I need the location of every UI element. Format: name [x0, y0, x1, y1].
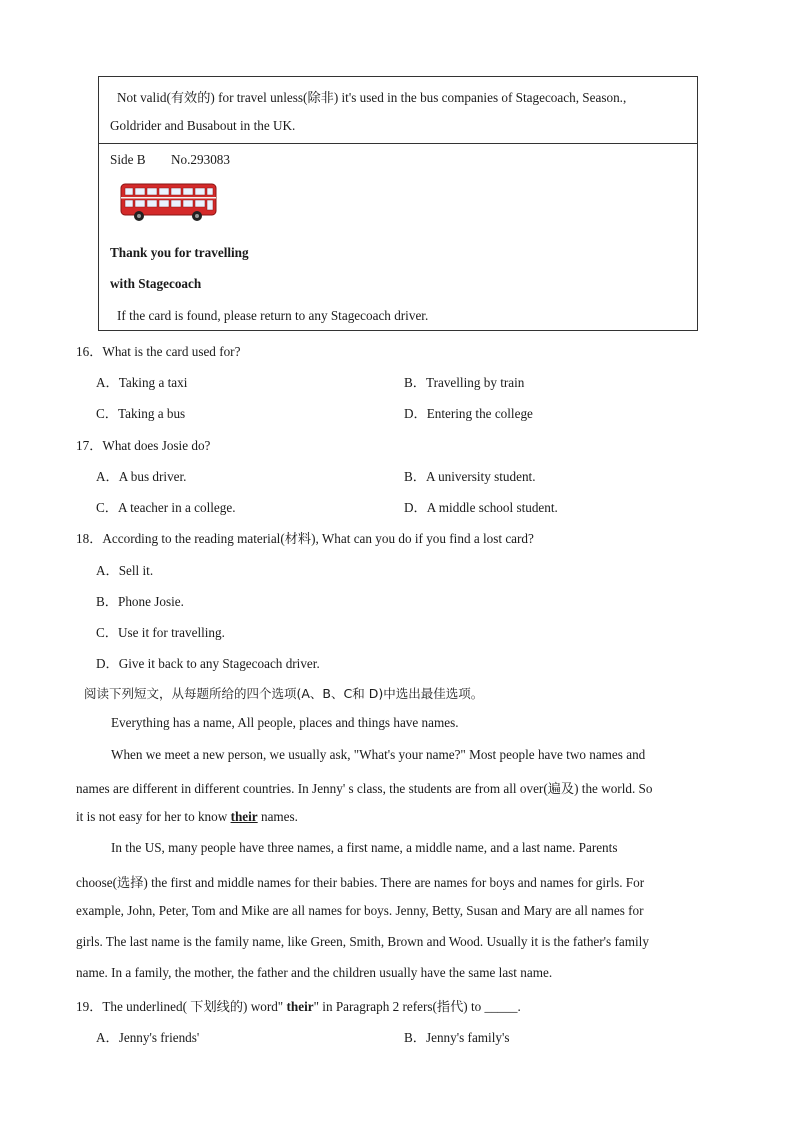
- q16-option-b: B．Travelling by train: [404, 375, 525, 390]
- q18-option-b: B．Phone Josie.: [96, 594, 184, 609]
- q19-question: [76, 996, 521, 1015]
- q16-option-c: C．Taking a bus: [96, 406, 186, 421]
- passage-p3-line5: name. In a family, the mother, the father and the children usually have the same last name.: [76, 965, 553, 980]
- passage-p1: Everything has a name, All people, places and things have names.: [111, 715, 459, 730]
- card-notice-line1: Not valid(有效的) for travel unless(除非) it's used in the bus companies of Stagecoach, Season.,: [117, 90, 627, 105]
- bus-card: [98, 76, 698, 331]
- q17-option-c: C．A teacher in a college.: [96, 500, 236, 515]
- q16-option-a: A．Taking a taxi: [96, 375, 188, 390]
- card-number: No.293083: [171, 152, 230, 167]
- passage-p3-line2: choose(选择) the first and middle names for their babies. There are names for boys and names for girls. For: [76, 875, 645, 890]
- passage-p2-line1: When we meet a new person, we usually ask, "What's your name?" Most people have two names and: [111, 747, 646, 762]
- q17-option-d: D．A middle school student.: [404, 500, 558, 515]
- bus-icon: [119, 181, 219, 223]
- card-notice-line2: Goldrider and Busabout in the UK.: [110, 118, 296, 133]
- q18-option-a: A．Sell it.: [96, 563, 154, 578]
- card-thanks-line2: with Stagecoach: [110, 276, 202, 291]
- passage-p3-line3: example, John, Peter, Tom and Mike are all names for boys. Jenny, Betty, Susan and Mary are all names for: [76, 903, 644, 918]
- q19-question-end: " in Paragraph 2 refers(指代) to _____.: [313, 999, 521, 1014]
- passage-p2-line3-end: names.: [257, 809, 298, 824]
- q18-option-d: D．Give it back to any Stagecoach driver.: [96, 656, 320, 671]
- q19-question-start: 19．The underlined( 下划线的) word": [76, 999, 287, 1014]
- section-instruction: 阅读下列短文，从每题所给的四个选项(A、B、C和 D)中选出最佳选项。: [84, 686, 484, 701]
- card-thanks-line1: Thank you for travelling: [110, 245, 249, 260]
- passage-p3-line4: girls. The last name is the family name, like Green, Smith, Brown and Wood. Usually it is the father's family: [76, 934, 649, 949]
- q18-option-c: C．Use it for travelling.: [96, 625, 225, 640]
- passage-p2-line3: [76, 809, 298, 825]
- card-side: Side B: [110, 152, 146, 167]
- card-return-note: If the card is found, please return to any Stagecoach driver.: [117, 308, 429, 323]
- q19-option-a: A．Jenny's friends': [96, 1030, 200, 1045]
- q18-question: 18．According to the reading material(材料), What can you do if you find a lost card?: [76, 531, 534, 546]
- q16-option-d: D．Entering the college: [404, 406, 533, 421]
- q17-question: 17．What does Josie do?: [76, 438, 211, 453]
- passage-p2-line2: names are different in different countries. In Jenny' s class, the students are from all over(遍及) the world. So: [76, 781, 653, 796]
- passage-p2-line3-start: it is not easy for her to know: [76, 809, 231, 824]
- passage-p3-line1: In the US, many people have three names, a first name, a middle name, and a last name. Parents: [111, 840, 618, 855]
- underlined-word-their: their: [230, 809, 258, 824]
- card-notice-section: [99, 77, 697, 144]
- q17-option-a: A．A bus driver.: [96, 469, 187, 484]
- q16-question: 16．What is the card used for?: [76, 344, 241, 359]
- q19-question-bold-word: their: [286, 999, 314, 1014]
- q19-option-b: B．Jenny's family's: [404, 1030, 510, 1045]
- q17-option-b: B．A university student.: [404, 469, 536, 484]
